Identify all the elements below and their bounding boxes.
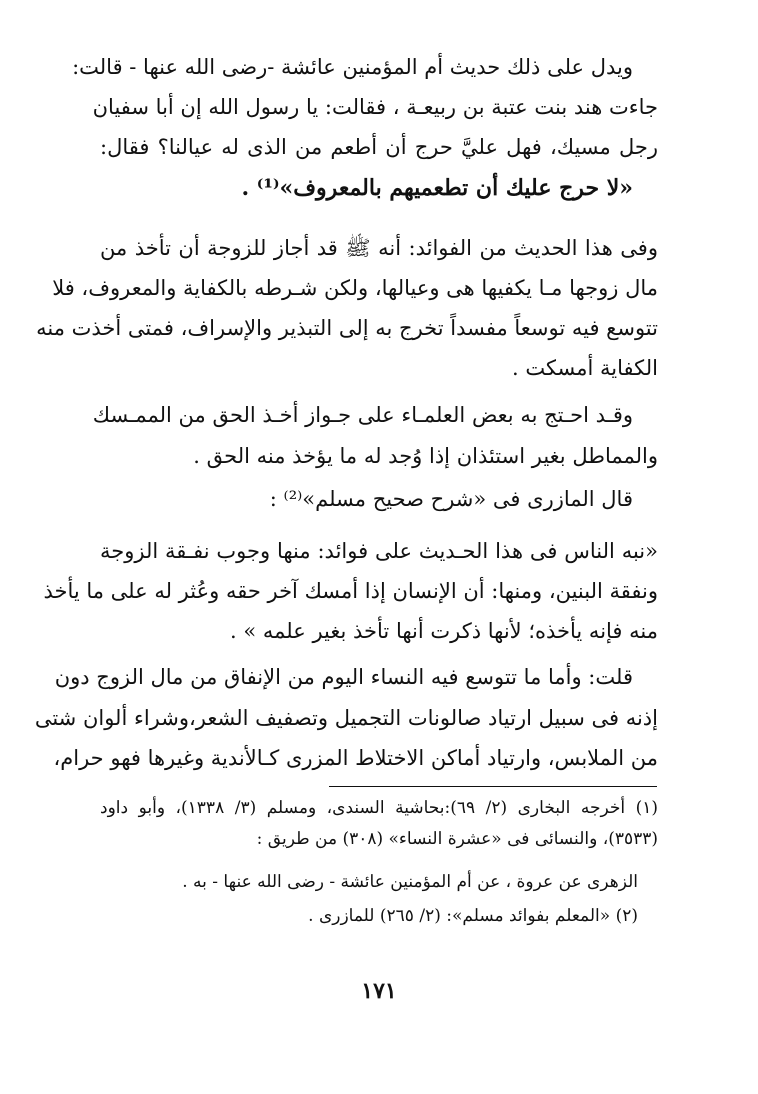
text-line: من الملابس، وارتياد أماكن الاختلاط المزرى كـالأندية وغيرها فهو حرام، (53, 746, 658, 770)
text-line: جاءت هند بنت عتبة بن ربيعـة ، فقالت: يا رسول الله إن أبا سفيان (92, 95, 658, 119)
footnote-line: (٣٥٣٣)، والنسائى فى «عشرة النساء» (٣٠٨) من طريق : (256, 829, 658, 849)
footnote-line: (١) أخرجه البخارى (٢/ ٦٩):بحاشية السندى، ومسلم (٣/ ١٣٣٨)، وأبو داود (100, 798, 658, 818)
text-line: والمماطل بغير استئذان إذا وُجد له ما يؤخذ منه الحق . (193, 444, 658, 468)
text-line: وقـد احـتج به بعض العلمـاء على جـواز أخـذ الحق من الممـسك (92, 403, 633, 427)
footnote-line: الزهرى عن عروة ، عن أم المؤمنين عائشة - رضى الله عنها - به . (182, 872, 638, 892)
text-line: منه فإنه يأخذه؛ لأنها ذكرت أنها تأخذ بغير علمه » . (230, 619, 658, 643)
text-line: مال زوجها مـا يكفيها هى وعيالها، ولكن شـرطه بالكفاية والمعروف، فلا (52, 276, 658, 300)
text-line: وفى هذا الحديث من الفوائد: أنه ﷺ قد أجاز للزوجة أن تأخذ من (100, 236, 658, 260)
footnote-divider (329, 786, 657, 787)
footnote-line: (٢) «المعلم بفوائد مسلم»: (٢/ ٢٦٥) للمازرى . (308, 906, 638, 926)
text-line: قلت: وأما ما تتوسع فيه النساء اليوم من الإنفاق من مال الزوج دون (54, 665, 633, 689)
text-line: الكفاية أمسكت . (511, 356, 658, 380)
text-line: قال المازرى فى «شرح صحيح مسلم»⁽²⁾ : (269, 487, 633, 511)
text-line: تتوسع فيه توسعاً مفسداً تخرج به إلى التبذير والإسراف، فمتى أخذت منه (36, 316, 658, 340)
text-line: ونفقة البنين، ومنها: أن الإنسان إذا أمسك آخر حقه وعُثر له على ما يأخذ (43, 579, 658, 603)
text-line: رجل مسيك، فهل عليَّ حرج أن أطعم من الذى له عيالنا؟ فقال: (100, 135, 658, 159)
text-line: «نبه الناس فى هذا الحـديث على فوائد: منها وجوب نفـقة الزوجة (100, 539, 658, 563)
text-line: ويدل على ذلك حديث أم المؤمنين عائشة -رضى الله عنها - قالت: (72, 55, 633, 79)
text-line: إذنه فى سبيل ارتياد صالونات التجميل وتصفيف الشعر،وشراء ألوان شتى (34, 706, 658, 730)
hadith-quote: «لا حرج عليك أن تطعميهم بالمعروف»⁽¹⁾ . (241, 175, 633, 201)
page-number: ١٧١ (361, 978, 397, 1004)
